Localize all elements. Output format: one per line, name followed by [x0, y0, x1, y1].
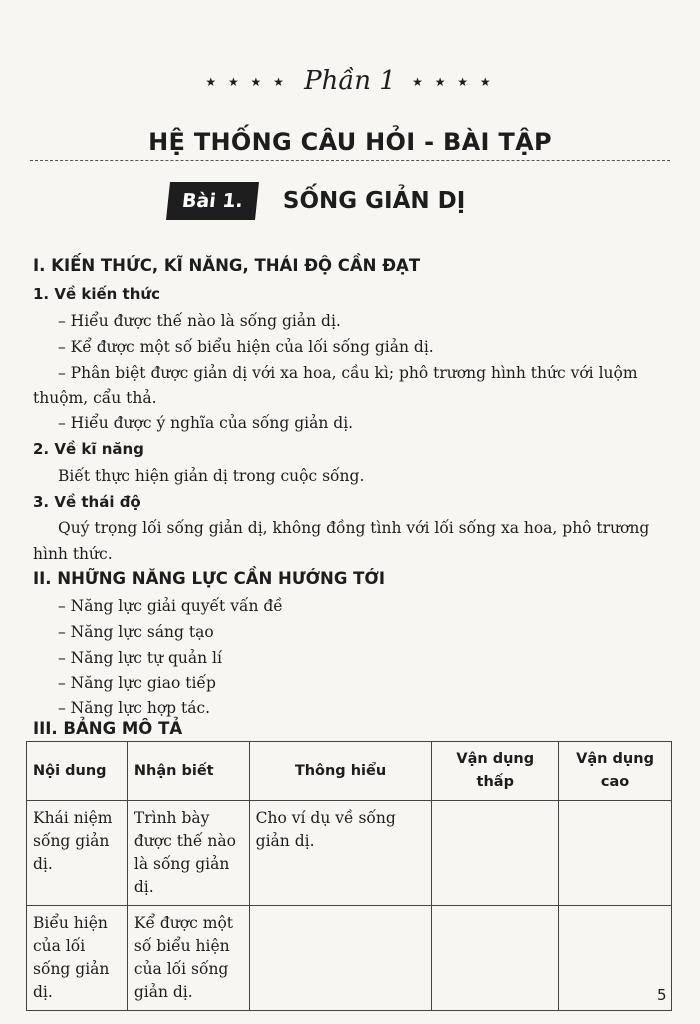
- table-header: Vận dụng thấp: [432, 742, 559, 801]
- table-header-row: [27, 742, 672, 801]
- table-header: Vận dụng cao: [559, 742, 672, 801]
- competency-item: – Năng lực sáng tạo: [58, 623, 214, 641]
- table-row: [27, 906, 672, 1011]
- knowledge-item: – Hiểu được thế nào là sống giản dị.: [58, 312, 341, 330]
- table-cell: Trình bày được thế nào là sống giản dị.: [127, 801, 249, 906]
- knowledge-title: 1. Về kiến thức: [33, 285, 160, 303]
- competency-item: – Năng lực giải quyết vấn đề: [58, 597, 283, 615]
- table-row: [27, 801, 672, 906]
- skills-title: 2. Về kĩ năng: [33, 440, 144, 458]
- table-header: Thông hiểu: [249, 742, 432, 801]
- page-number: 5: [657, 986, 667, 1004]
- lesson-heading: [168, 178, 465, 224]
- star-ornament-right: ★ ★ ★ ★: [412, 75, 495, 89]
- table-cell: [249, 906, 432, 1011]
- attitude-text: Quý trọng lối sống giản dị, không đồng tình với lối sống xa hoa, phô trương: [58, 519, 650, 537]
- table-header: Nhận biết: [127, 742, 249, 801]
- skills-text: Biết thực hiện giản dị trong cuộc sống.: [58, 467, 365, 485]
- competency-item: – Năng lực giao tiếp: [58, 674, 216, 692]
- section-1-title: I. KIẾN THỨC, KĨ NĂNG, THÁI ĐỘ CẦN ĐẠT: [33, 256, 421, 275]
- knowledge-item: thuộm, cẩu thả.: [33, 389, 157, 407]
- competency-item: – Năng lực tự quản lí: [58, 649, 222, 667]
- table-cell: [559, 801, 672, 906]
- table-cell: [559, 906, 672, 1011]
- title-divider: [30, 160, 670, 161]
- attitude-title: 3. Về thái độ: [33, 493, 141, 511]
- table-cell: Khái niệm sống giản dị.: [27, 801, 128, 906]
- table-cell: Biểu hiện của lối sống giản dị.: [27, 906, 128, 1011]
- knowledge-item: – Phân biệt được giản dị với xa hoa, cầu kì; phô trương hình thức với luộm: [58, 364, 638, 382]
- star-ornament-left: ★ ★ ★ ★: [205, 75, 288, 89]
- description-table: [26, 741, 672, 1011]
- knowledge-item: – Kể được một số biểu hiện của lối sống giản dị.: [58, 338, 434, 356]
- lesson-badge: Bài 1.: [166, 182, 259, 220]
- table-cell: Kể được một số biểu hiện của lối sống giản dị.: [127, 906, 249, 1011]
- table-cell: [432, 801, 559, 906]
- section-2-title: II. NHỮNG NĂNG LỰC CẦN HƯỚNG TỚI: [33, 569, 385, 588]
- part-heading: [0, 66, 700, 96]
- part-label: Phần 1: [304, 66, 396, 96]
- knowledge-item: – Hiểu được ý nghĩa của sống giản dị.: [58, 414, 354, 432]
- attitude-text-cont: hình thức.: [33, 545, 113, 563]
- table-cell: [432, 906, 559, 1011]
- lesson-name: SỐNG GIẢN DỊ: [282, 188, 466, 214]
- table-header: Nội dung: [27, 742, 128, 801]
- section-3-title: III. BẢNG MÔ TẢ: [33, 719, 183, 738]
- competency-item: – Năng lực hợp tác.: [58, 699, 211, 717]
- main-title: HỆ THỐNG CÂU HỎI - BÀI TẬP: [148, 128, 552, 156]
- table-cell: Cho ví dụ về sống giản dị.: [249, 801, 432, 906]
